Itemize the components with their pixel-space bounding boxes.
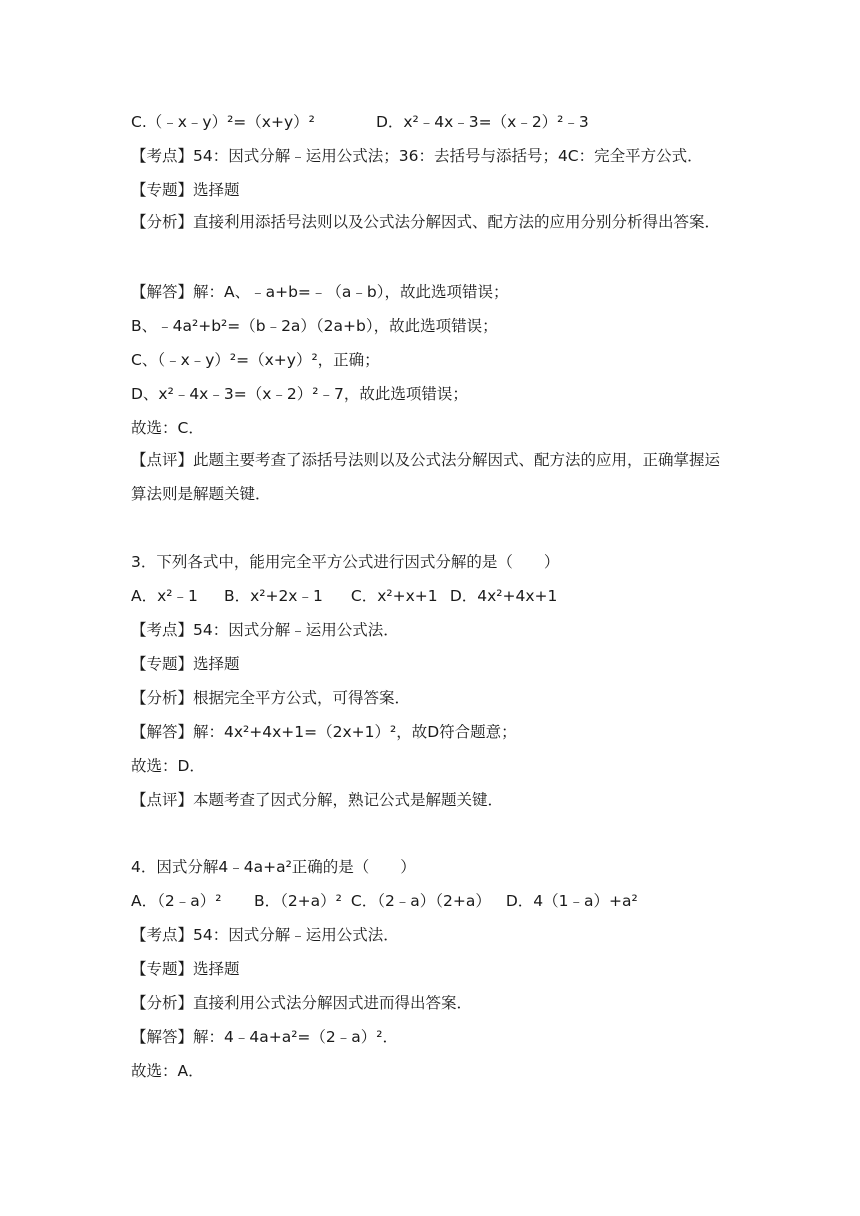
q2-dianping: 【点评】此题主要考查了添括号法则以及公式法分解因式、配方法的应用，正确掌握运算法则是解题关键． [131, 451, 721, 503]
q2-jieda: 【解答】解：A、﹣a+b=﹣（a﹣b），故此选项错误； [131, 283, 509, 301]
q3-jieda: 【解答】解：4x²+4x+1=（2x+1）²，故D符合题意； [131, 723, 517, 741]
q3-fenxi: 【分析】根据完全平方公式，可得答案． [131, 689, 411, 707]
q3-kaodian: 【考点】54：因式分解﹣运用公式法． [131, 621, 399, 639]
q2-kaodian: 【考点】54：因式分解﹣运用公式法；36：去括号与添括号；4C：完全平方公式． [131, 147, 703, 165]
q4-options [131, 891, 638, 911]
q2-fenxi: 【分析】直接利用添括号法则以及公式法分解因式、配方法的应用分别分析得出答案． [131, 213, 721, 231]
q3-option-c: C．x²+x+1 [350, 587, 438, 605]
q4-option-c: C．（2﹣a）（2+a） [350, 892, 491, 910]
q3-dianping: 【点评】本题考查了因式分解，熟记公式是解题关键． [131, 791, 504, 809]
q2-d-line: D、x²﹣4x﹣3=（x﹣2）²﹣7，故此选项错误； [131, 385, 468, 403]
q3-stem: 3．下列各式中，能用完全平方公式进行因式分解的是（ ） [131, 553, 560, 571]
top-options-row [131, 112, 589, 132]
q4-jieda: 【解答】解：4﹣4a+a²=（2﹣a）²． [131, 1028, 398, 1046]
q3-choice: 故选：D． [131, 757, 205, 775]
q3-option-a: A．x²﹣1 [131, 587, 198, 605]
q4-option-d: D．4（1﹣a）+a² [505, 892, 638, 910]
q3-zhuanti: 【专题】选择题 [131, 655, 240, 673]
q3-option-d: D．4x²+4x+1 [449, 587, 558, 605]
q4-choice: 故选：A． [131, 1062, 204, 1080]
q2-c-line: C、（﹣x﹣y）²=（x+y）²，正确； [131, 351, 380, 369]
q4-option-a: A．（2﹣a）² [131, 892, 222, 910]
q4-fenxi: 【分析】直接利用公式法分解因式进而得出答案． [131, 994, 473, 1012]
q4-option-b: B．（2+a）² [253, 892, 342, 910]
q2-choice: 故选：C． [131, 419, 204, 437]
q4-stem: 4．因式分解4﹣4a+a²正确的是（ ） [131, 858, 416, 876]
q2-zhuanti: 【专题】选择题 [131, 181, 240, 199]
q4-zhuanti: 【专题】选择题 [131, 960, 240, 978]
q3-option-b: B．x²+2x﹣1 [223, 587, 323, 605]
q2-b-line: B、﹣4a²+b²=（b﹣2a）（2a+b），故此选项错误； [131, 317, 498, 335]
option-d: D．x²﹣4x﹣3=（x﹣2）²﹣3 [375, 113, 589, 131]
q4-kaodian: 【考点】54：因式分解﹣运用公式法． [131, 926, 399, 944]
q3-options [131, 586, 557, 606]
option-c: C.（﹣x﹣y）²=（x+y）² [131, 113, 315, 131]
